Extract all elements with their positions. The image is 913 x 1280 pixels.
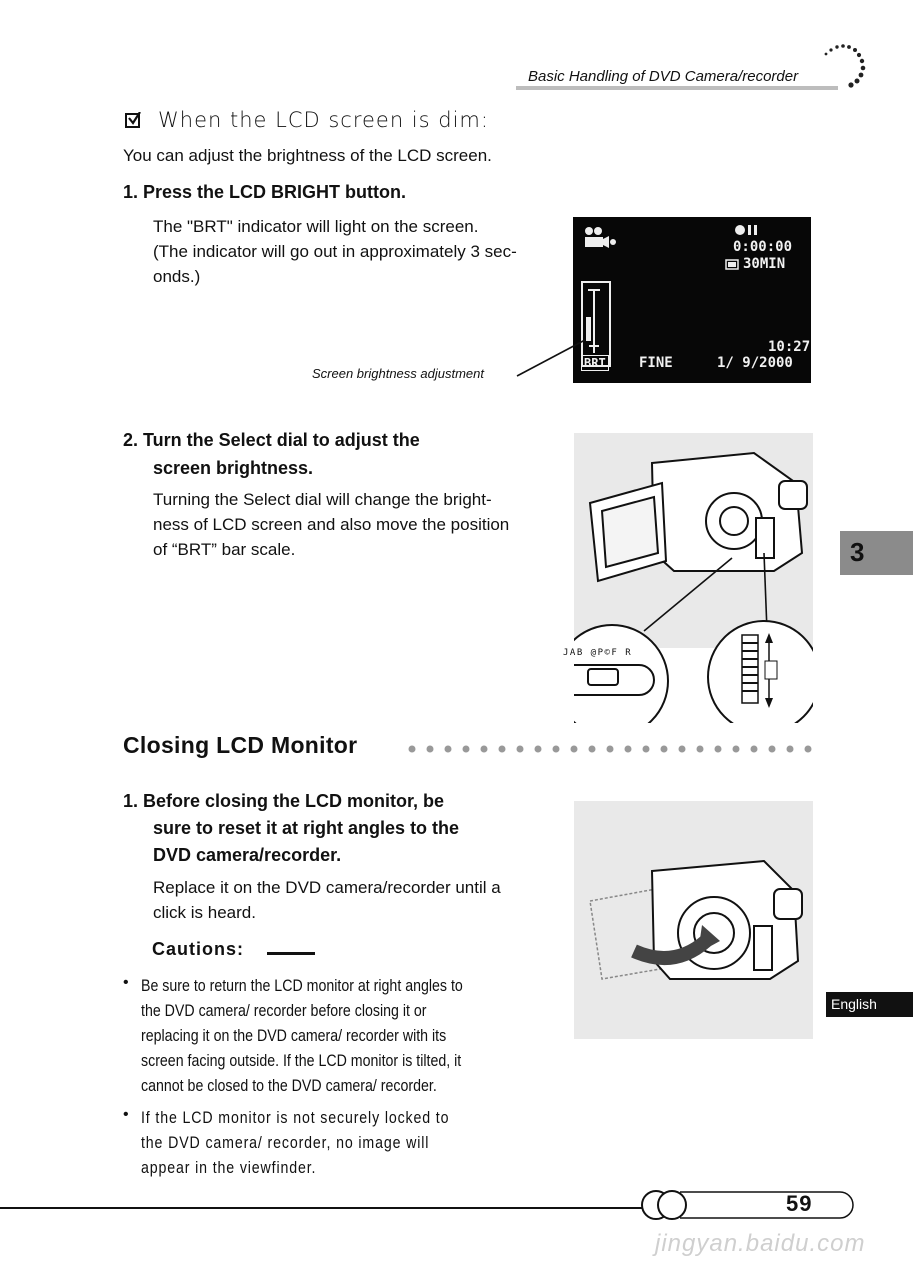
closing-step1-heading-line3: DVD camera/recorder. xyxy=(153,845,342,865)
dial-inset-label: JAB @P©F R xyxy=(563,648,633,658)
dim-step1-line2: (The indicator will go out in approximately 3 sec- xyxy=(153,242,517,261)
section-title-dot-leader xyxy=(406,742,816,756)
lcd-time-counter: 0:00:00 xyxy=(733,239,793,255)
header-rule xyxy=(516,86,838,90)
bullet-icon: • xyxy=(123,1106,129,1123)
caution-bullet-2-line1: If the LCD monitor is not securely locked to xyxy=(141,1109,450,1127)
footer-rule xyxy=(0,1207,680,1209)
watermark-text: jingyan.baidu.com xyxy=(655,1230,866,1257)
dim-step1-line3: onds.) xyxy=(153,267,201,286)
chapter-tab xyxy=(840,531,913,575)
dim-step2-line2: ness of LCD screen and also move the position xyxy=(153,515,510,534)
record-pause-icon xyxy=(733,223,773,237)
cautions-rule xyxy=(267,952,315,955)
dim-step2-line3: of “BRT” bar scale. xyxy=(153,540,296,559)
caution-bullet-2-line3: appear in the viewfinder. xyxy=(141,1159,317,1177)
lcd-remaining-time: 30MIN xyxy=(743,256,786,272)
closing-step1-line1: Replace it on the DVD camera/recorder until a xyxy=(153,878,501,897)
language-label: English xyxy=(831,996,877,1012)
caution-bullet-1-line3: replacing it on the DVD camera/ recorder with its xyxy=(141,1027,447,1045)
closing-step1-heading-line2: sure to reset it at right angles to the xyxy=(153,818,460,838)
dim-step2-heading-line2: screen brightness. xyxy=(153,458,314,478)
caution-bullet-1-line4: screen facing outside. If the LCD monitor is tilted, it xyxy=(141,1052,462,1070)
closing-section-title: Closing LCD Monitor xyxy=(123,732,358,758)
caution-bullet-1-line5: cannot be closed to the DVD camera/ recorder. xyxy=(141,1077,437,1095)
lcd-screen-image xyxy=(573,217,811,383)
dim-step2-line1: Turning the Select dial will change the bright- xyxy=(153,490,492,509)
dim-step2-heading-line1: 2. Turn the Select dial to adjust the xyxy=(123,430,420,450)
page-number-ornament xyxy=(636,1186,854,1224)
page-number: 59 xyxy=(786,1191,813,1216)
caution-bullet-2-line2: the DVD camera/ recorder, no image will xyxy=(141,1134,430,1152)
closing-step1-line2: click is heard. xyxy=(153,903,256,922)
dim-intro: You can adjust the brightness of the LCD screen. xyxy=(123,146,492,165)
dim-step1-heading: 1. Press the LCD BRIGHT button. xyxy=(123,182,407,202)
language-tab xyxy=(826,992,913,1017)
disc-remaining-icon xyxy=(725,259,739,270)
lcd-clock: 10:27 xyxy=(768,339,811,355)
camera-mode-icon xyxy=(583,225,619,253)
bullet-icon: • xyxy=(123,974,129,991)
closing-step1-heading-line1: 1. Before closing the LCD monitor, be xyxy=(123,791,445,811)
caution-bullet-1-line2: the DVD camera/ recorder before closing it or xyxy=(141,1002,427,1020)
checkbox-icon xyxy=(125,113,140,128)
lcd-date: 1/ 9/2000 xyxy=(717,355,793,371)
chapter-number: 3 xyxy=(850,537,865,567)
brightness-caption: Screen brightness adjustment xyxy=(312,366,484,381)
lcd-brt-indicator: BRT xyxy=(581,355,609,371)
dim-section-title: When the LCD screen is dim: xyxy=(158,108,489,132)
cautions-title: Cautions: xyxy=(152,939,244,959)
dim-step1-line1: The "BRT" indicator will light on the screen. xyxy=(153,217,479,236)
header-dots-ornament xyxy=(818,42,868,90)
camcorder-select-dial-illustration xyxy=(574,433,813,723)
caution-bullet-1-line1: Be sure to return the LCD monitor at right angles to xyxy=(141,977,463,995)
caption-leader-line xyxy=(515,330,595,380)
lcd-quality: FINE xyxy=(639,355,673,371)
camcorder-closing-lcd-illustration xyxy=(574,801,813,1039)
running-header: Basic Handling of DVD Camera/recorder xyxy=(528,68,799,85)
